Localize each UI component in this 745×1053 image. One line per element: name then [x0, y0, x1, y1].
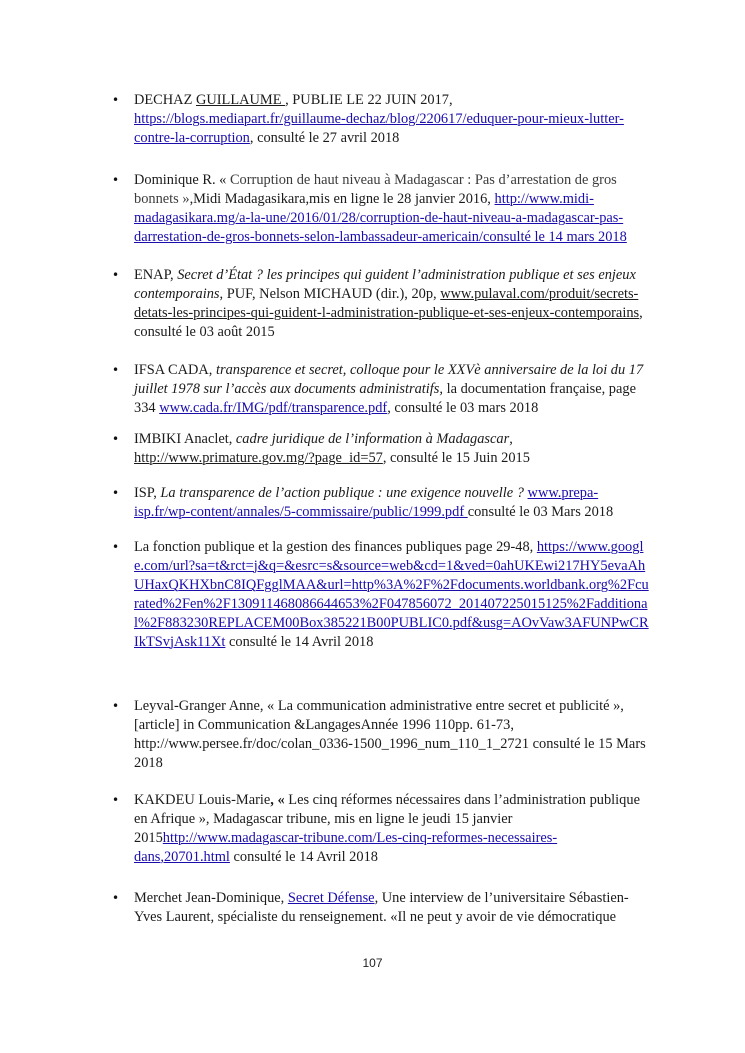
list-item [134, 171, 652, 247]
ref-author: KAKDEU Louis-Marie [134, 792, 271, 808]
ref-after: , [509, 431, 513, 447]
list-item [134, 430, 652, 468]
ref-after: , « [270, 792, 289, 808]
ref-link[interactable]: www.prepa-isp.fr/wp-content/annales/5-commissaire/public/1999.pdf [134, 485, 599, 520]
ref-title: Secret d’État ? les principes qui guident l’administration publique et ses enjeux contemporains [134, 267, 636, 302]
ref-author: Dominique R. « [134, 172, 230, 188]
ref-after: , PUF, Nelson MICHAUD (dir.), 20p, [219, 286, 441, 302]
ref-link[interactable]: https://www.google.com/url?sa=t&rct=j&q=&esrc=s&source=web&cd=1&ved=0ahUKEwi217HY5evaAhUHaxQKHXbnC8IQFgglMAA&url=http%3A%2F%2Fdocuments.worldbank.org%2Fcurated%2Fen%2F130911468086644653%2F047856072_201407225015125%2Fadditional%2F883230REPLACEM00Box385221B00PUBLIC0.pdf&usg=AOvVaw3AFUNPwCRIkTSvjAsk11Xt [134, 539, 649, 650]
ref-title: transparence et secret, colloque pour le XXVè anniversaire de la loi du 17 juillet 1978 sur l’accès aux documents administratifs, [134, 362, 644, 397]
ref-author: DECHAZ [134, 92, 196, 108]
ref-tail: , consulté le 03 août 2015 [134, 305, 643, 340]
ref-link[interactable]: www.cada.fr/IMG/pdf/transparence.pdf [159, 400, 388, 416]
page-number: 107 [362, 956, 383, 970]
ref-author: IMBIKI Anaclet, [134, 431, 236, 447]
list-item [134, 484, 652, 522]
ref-tail: , Une interview de l’universitaire Sébastien-Yves Laurent, spécialiste du renseignement. «Il ne peut y avoir de vie démocratique [134, 890, 629, 925]
list-item [134, 91, 652, 148]
ref-tail: , consulté le 03 mars 2018 [387, 400, 539, 416]
ref-author: ISP, [134, 485, 161, 501]
ref-author: IFSA CADA, [134, 362, 216, 378]
ref-author: La fonction publique et la gestion des finances publiques page 29-48, [134, 539, 537, 555]
list-item [134, 361, 652, 418]
ref-title: La transparence de l’action publique : une exigence nouvelle ? [160, 485, 524, 501]
ref-link[interactable]: https://blogs.mediapart.fr/guillaume-dechaz/blog/220617/eduquer-pour-mieux-lutter-contre-la-corruption [134, 111, 624, 146]
ref-link[interactable]: Secret Défense [287, 890, 375, 906]
ref-after: ,Midi Madagasikara,mis en ligne le 28 janvier 2016, [189, 191, 495, 207]
ref-link[interactable]: http://www.midi-madagasikara.mg/a-la-une/2016/01/28/corruption-de-haut-niveau-a-madagascar-pas-darrestation-de-gros-bonnets-selon-lambassadeur-americain/consulté le 14 mars 2018 [134, 191, 627, 245]
ref-tail: consulté le 14 Avril 2018 [229, 849, 378, 865]
ref-link[interactable]: www.pulaval.com/produit/secrets-detats-les-principes-qui-guident-l-administration-publique-et-ses-enjeux-contemporains [134, 286, 640, 321]
ref-author: Leyval-Granger Anne, « La communication administrative entre secret et publicité », [article] in Communication &LangagesAnnée 1996 110pp. 61-73, http://www.persee.fr/doc/colan_0336-1500_1996_num_110_1_2721 consulté le 15 Mars 2018 [134, 698, 646, 771]
ref-tail: , consulté le 15 Juin 2015 [382, 450, 530, 466]
list-item [134, 697, 652, 773]
list-item [134, 889, 652, 927]
list-item [134, 266, 652, 342]
ref-link[interactable]: http://www.primature.gov.mg/?page_id=57 [134, 450, 383, 466]
ref-tail: , consulté le 27 avril 2018 [249, 130, 400, 146]
ref-title: Corruption de haut niveau à Madagascar : Pas d’arrestation de gros bonnets » [134, 172, 617, 207]
list-item [134, 791, 652, 867]
ref-after: , PUBLIE LE 22 JUIN 2017, [285, 92, 453, 108]
ref-tail: consulté le 14 Avril 2018 [225, 634, 374, 650]
ref-tail: consulté le 03 Mars 2018 [467, 504, 614, 520]
ref-author: ENAP, [134, 267, 178, 283]
ref-title: Les cinq réformes nécessaires dans l’administration publique en Afrique », Madagascar tribune, mis en ligne le jeudi 15 janvier 2015 [134, 792, 640, 846]
ref-link[interactable]: http://www.madagascar-tribune.com/Les-cinq-reformes-necessaires-dans,20701.html [134, 830, 558, 865]
ref-after: la documentation française, page 334 [134, 381, 636, 416]
ref-author: Merchet Jean-Dominique, [134, 890, 288, 906]
ref-title: cadre juridique de l’information à Madagascar [235, 431, 510, 447]
list-item [134, 538, 652, 652]
ref-author-name: GUILLAUME [195, 92, 286, 108]
